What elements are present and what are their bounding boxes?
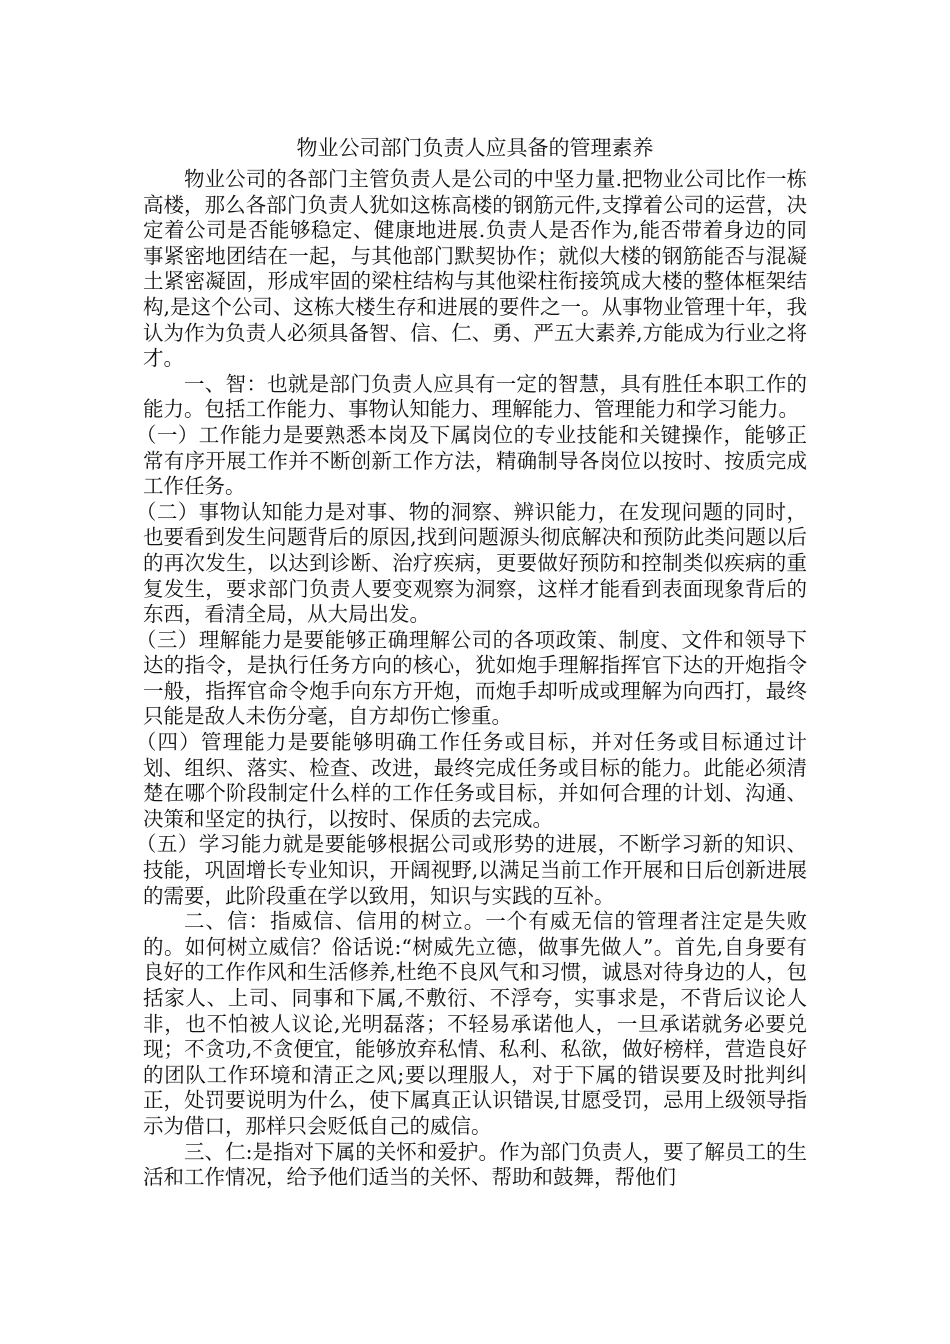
document-body: [135, 133, 807, 1191]
document-title: 物业公司部门负责人应具备的管理素养: [296, 136, 654, 160]
paragraph-cognition-ability: （二）事物认知能力是对事、物的洞察、辨识能力，在发现问题的同时，也要看到发生问题背后的原因,找到问题源头彻底解决和预防此类问题以后的再次发生，以达到诊断、治疗疾病，更要做好预防和控制类似疾病的重复发生，要求部门负责人要变观察为洞察，这样才能看到表面现象背后的东西，看清全局，从大局出发。: [135, 499, 807, 627]
paragraph-credibility: 二、信：指威信、信用的树立。一个有威无信的管理者注定是失败的。如何树立威信？俗话说:“树威先立德，做事先做人”。首先,自身要有良好的工作作风和生活修养,杜绝不良风气和习惯，诚恳对待身边的人，包括家人、上司、同事和下属,不敷衍、不浮夸，实事求是，不背后议论人非，也不怕被人议论,光明磊落；不轻易承诺他人，一旦承诺就务必要兑现；不贪功,不贪便宜，能够放弃私情、私利、私欲，做好榜样，营造良好的团队工作环境和清正之风;要以理服人，对于下属的错误要及时批判纠正，处罚要说明为什么，使下属真正认识错误,甘愿受罚，忌用上级领导指示为借口，那样只会贬低自己的威信。: [143, 909, 807, 1138]
paragraph-management-ability: （四）管理能力是要能够明确工作任务或目标，并对任务或目标通过计划、组织、落实、检查、改进，最终完成任务或目标的能力。此能必须清楚在哪个阶段制定什么样的工作任务或目标，并如何合理的计划、沟通、决策和坚定的执行，以按时、保质的去完成。: [135, 730, 807, 831]
paragraph-work-ability: （一）工作能力是要熟悉本岗及下属岗位的专业技能和关键操作，能够正常有序开展工作并不断创新工作方法，精确制导各岗位以按时、按质完成工作任务。: [135, 422, 807, 499]
paragraph-intro: 物业公司的各部门主管负责人是公司的中坚力量.把物业公司比作一栋高楼，那么各部门负责人犹如这栋高楼的钢筋元件,支撑着公司的运营，决定着公司是否能够稳定、健康地进展.负责人是否作为,能否带着身边的同事紧密地团结在一起，与其他部门默契协作；就似大楼的钢筋能否与混凝土紧密凝固，形成牢固的梁柱结构与其他梁柱衔接筑成大楼的整体框架结构,是这个公司、这栋大楼生存和进展的要件之一。从事物业管理十年，我认为作为负责人必须具备智、信、仁、勇、严五大素养,方能成为行业之将才。: [143, 167, 807, 371]
paragraph-learning-ability: （五）学习能力就是要能够根据公司或形势的进展，不断学习新的知识、技能，巩固增长专业知识，开阔视野,以满足当前工作开展和日后创新进展的需要，此阶段重在学以致用，知识与实践的互补。: [135, 832, 807, 908]
paragraph-comprehension-ability: （三）理解能力是要能够正确理解公司的各项政策、制度、文件和领导下达的指令，是执行任务方向的核心，犹如炮手理解指挥官下达的开炮指令一般，指挥官命令炮手向东方开炮，而炮手却听成或理解为向西打，最终只能是敌人未伤分毫，自方却伤亡惨重。: [135, 627, 807, 729]
paragraph-wisdom: 一、智：也就是部门负责人应具有一定的智慧，具有胜任本职工作的能力。包括工作能力、事物认知能力、理解能力、管理能力和学习能力。: [143, 371, 807, 422]
paragraph-benevolence: 三、仁:是指对下属的关怀和爱护。作为部门负责人，要了解员工的生活和工作情况，给予他们适当的关怀、帮助和鼓舞，帮他们: [143, 1139, 807, 1190]
